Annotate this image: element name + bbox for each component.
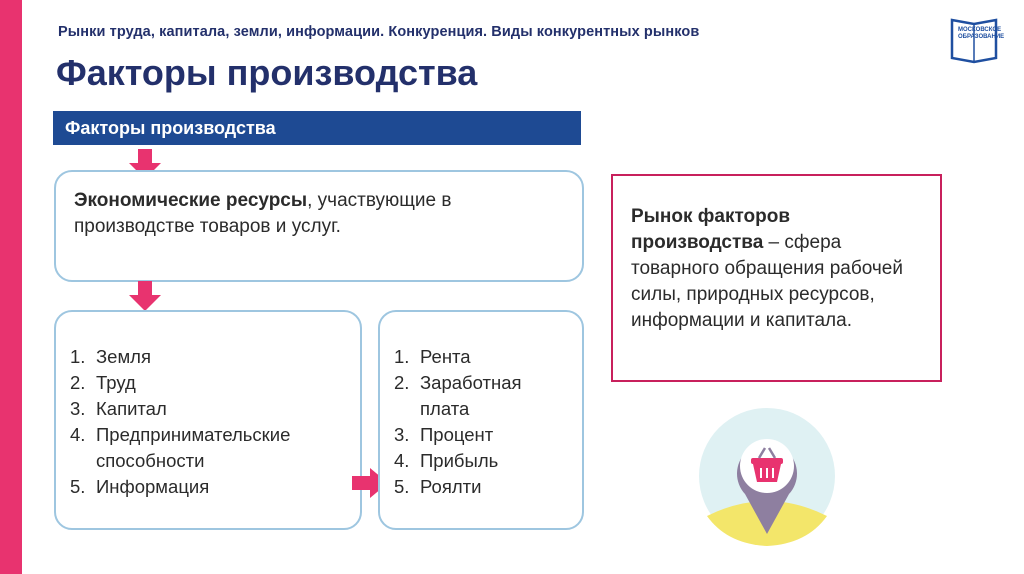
list-item: 2. Заработная плата [394, 372, 522, 419]
incomes-list-box [378, 310, 584, 530]
list-item: 3. Капитал [70, 398, 167, 419]
resources-text: , участвующие в производстве товаров и услуг. [74, 190, 452, 237]
list-item: 5. Роялти [394, 476, 482, 497]
definition-box [611, 174, 942, 382]
slide-title: Факторы производства [56, 52, 478, 93]
logo-text: МОСКОВСКОЕ ОБРАЗОВАНИЕ [958, 27, 1005, 40]
list-item: 4. Предпринимательские способности [70, 424, 291, 471]
resources-box [54, 170, 584, 282]
resources-term: Экономические ресурсы [74, 190, 308, 211]
location-pin-basket-icon [697, 406, 837, 546]
slide-subtitle: Рынки труда, капитала, земли, информации. Конкуренция. Виды конкурентных рынков [58, 24, 700, 40]
definition-term: Рынок факторов производства [631, 206, 791, 253]
left-accent-bar [0, 0, 22, 574]
list-item: 1. Земля [70, 346, 151, 367]
factors-list-box [54, 310, 362, 530]
factors-list [70, 344, 346, 500]
list-item: 3. Процент [394, 424, 494, 445]
incomes-list [394, 344, 568, 500]
factors-banner: Факторы производства [53, 111, 581, 145]
list-item: 1. Рента [394, 346, 471, 367]
book-logo-icon [948, 12, 1005, 64]
list-item: 4. Прибыль [394, 450, 499, 471]
arrow-icon [128, 281, 162, 311]
definition-text: – сфера товарного обращения рабочей силы, природных ресурсов, информации и капитала. [631, 232, 903, 331]
list-item: 2. Труд [70, 372, 136, 393]
list-item: 5. Информация [70, 476, 210, 497]
